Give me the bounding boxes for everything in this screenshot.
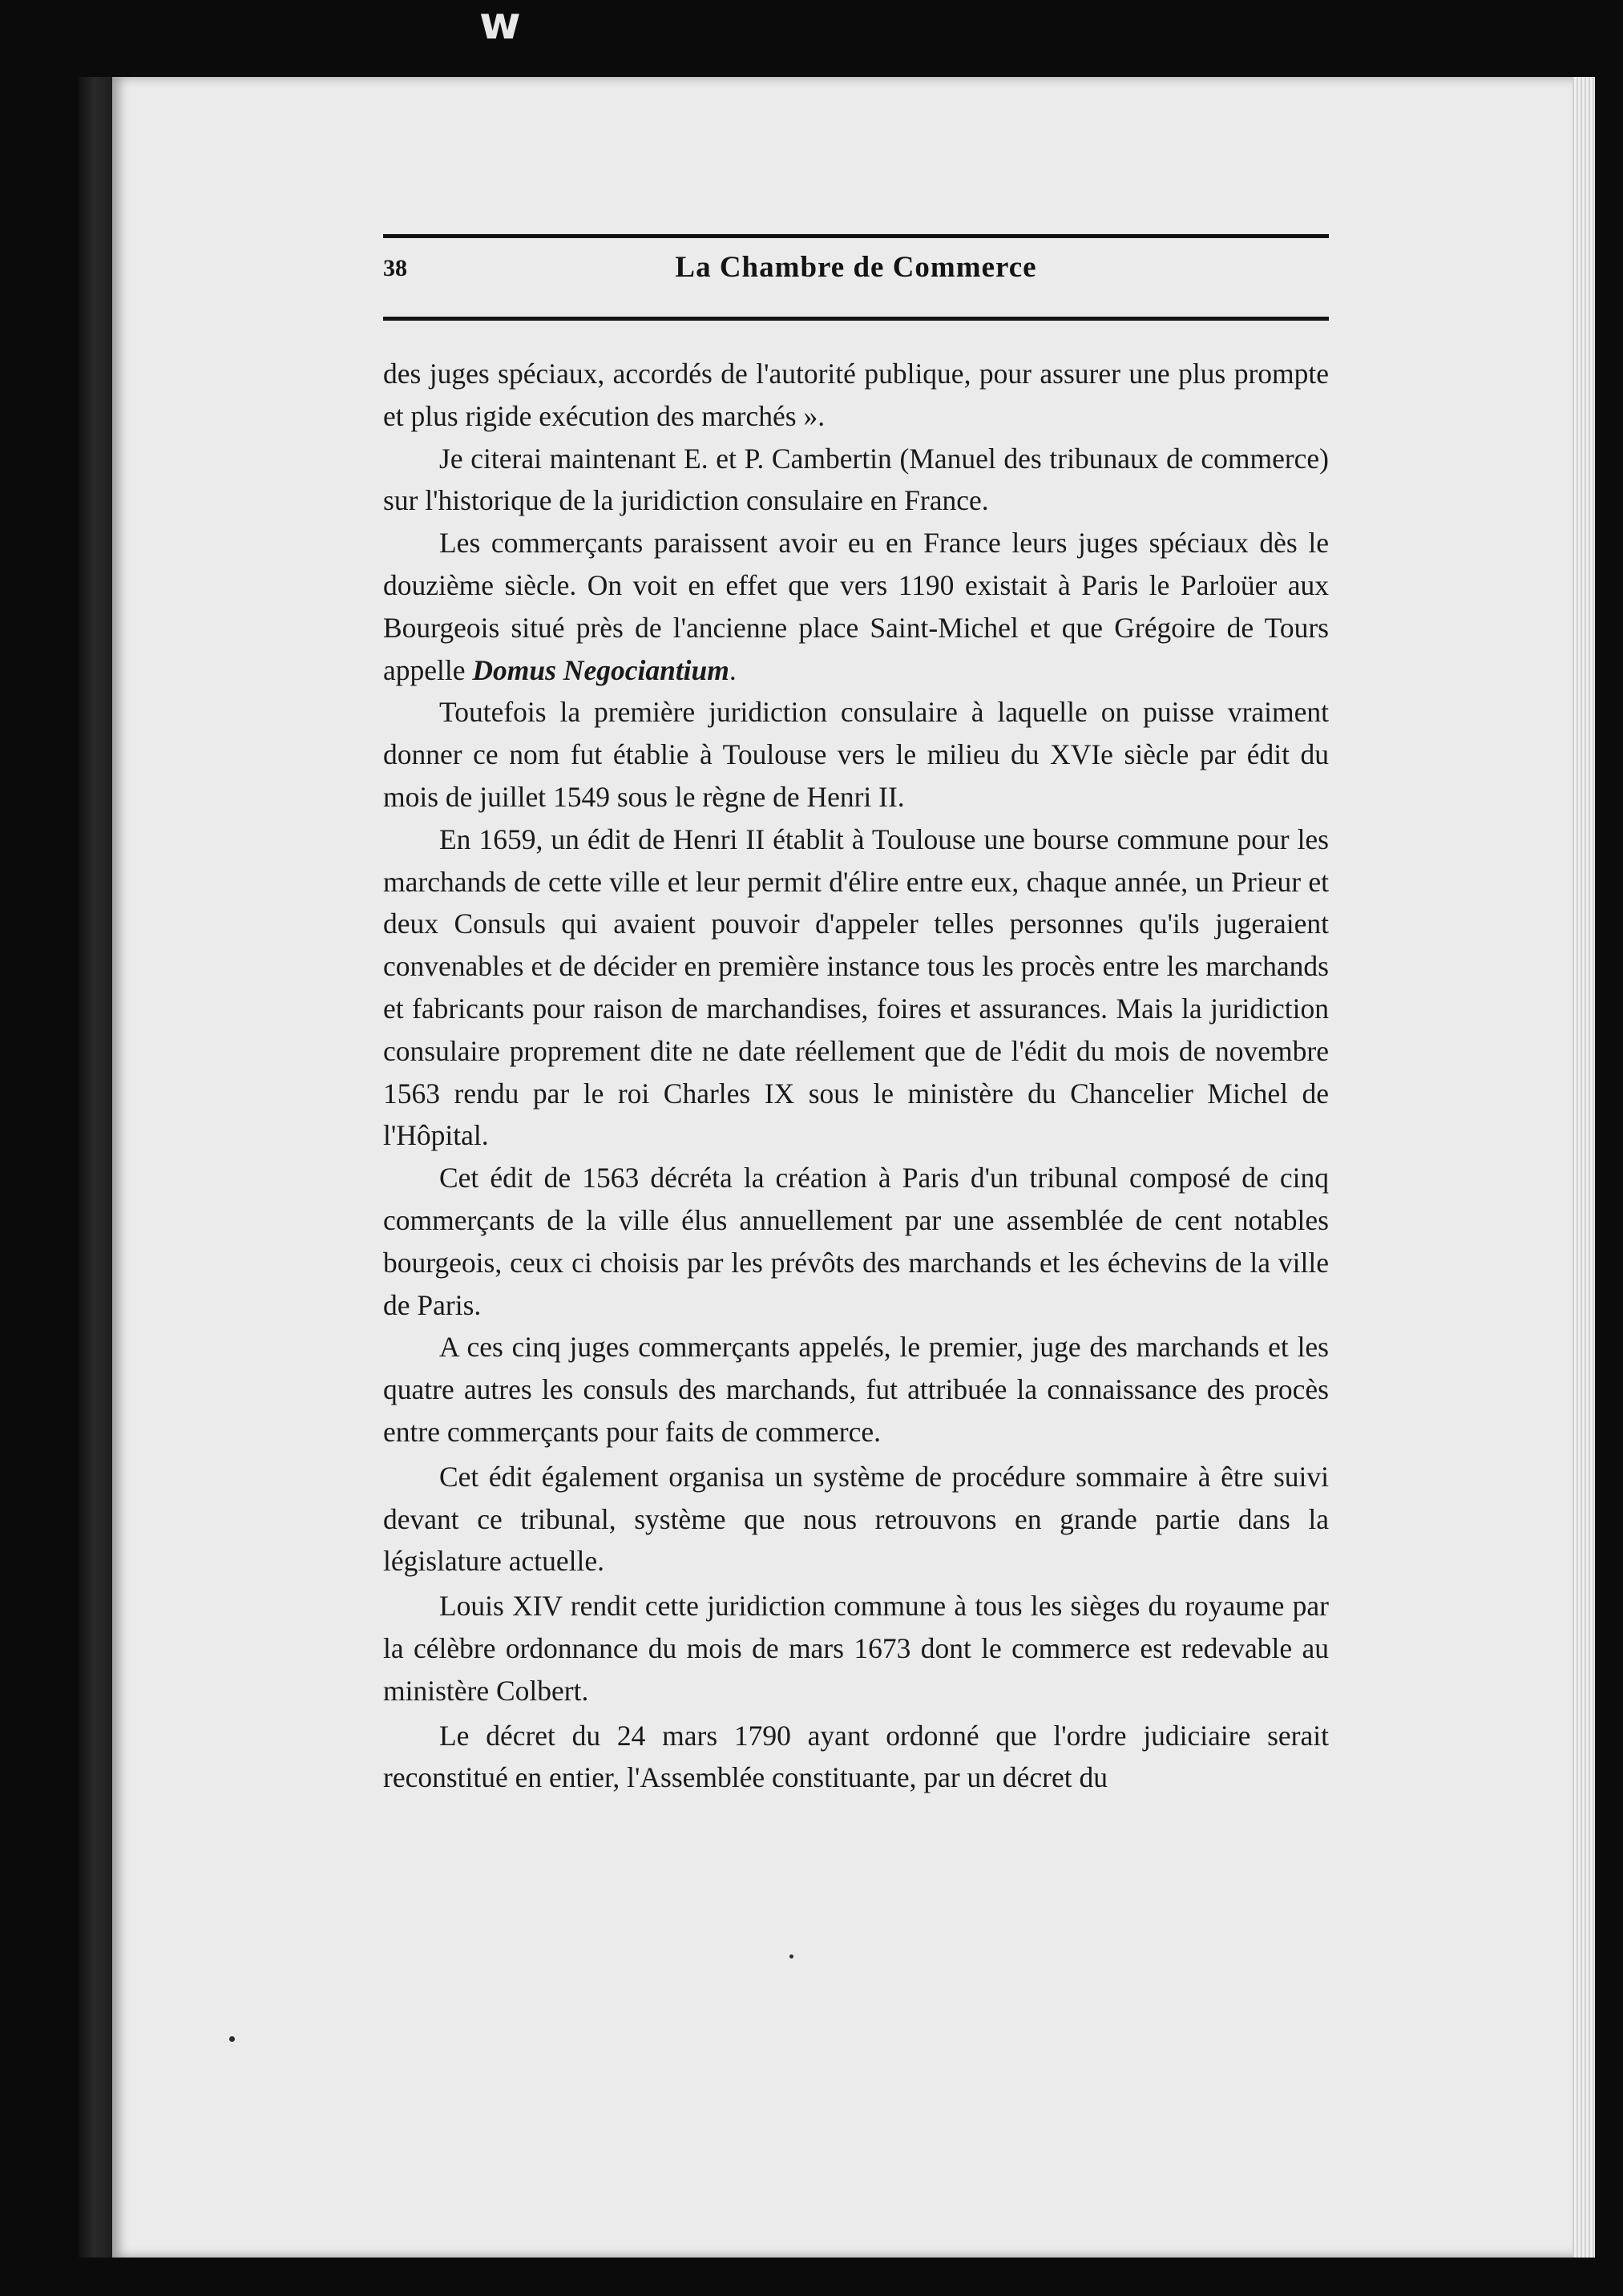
running-title: La Chambre de Commerce [675, 251, 1037, 284]
paragraph: En 1659, un édit de Henri II établit à Toulouse une bourse commune pour les marchands de cette ville et leur permit d'élire entre eux, chaque année, un Prieur et deux Consuls qui avaient pouvoir d'appeler telles personnes qu'ils jugeraient convenables et de décider en première instance tous les procès entre les marchands et fabricants pour raison de marchandises, foires et assurances. Mais la juridiction consulaire proprement dite ne date réellement que de l'édit du mois de novembre 1563 rendu par le roi Charles IX sous le ministère du Chancelier Michel de l'Hôpital. [383, 823, 1329, 1152]
scan-mark: ᴡ [479, 0, 521, 50]
paragraph: A ces cinq juges commerçants appelés, le premier, juge des marchands et les quatre autres les consuls des marchands, fut attribuée la connaissance des procès entre commerçants pour faits de commerce. [383, 1331, 1329, 1448]
paragraph: Le décret du 24 mars 1790 ayant ordonné que l'ordre judiciaire serait reconstitué en entier, l'Assemblée constituante, par un décret du [383, 1719, 1329, 1794]
paragraph: Toutefois la première juridiction consulaire à laquelle on puisse vraiment donner ce nom fut établie à Toulouse vers le milieu du XVIe siècle par édit du mois de juillet 1549 sous le règne de Henri II. [383, 696, 1329, 813]
dust-speck [789, 1954, 793, 1958]
page-number: 38 [383, 255, 407, 281]
header-rule-bottom [383, 317, 1329, 321]
paragraph: Les commerçants paraissent avoir eu en France leurs juges spéciaux dès le douzième siècle. On voit en effet que vers 1190 existait à Paris le Parloüer aux Bourgeois situé près de l'ancienne place Saint-Michel et que Grégoire de Tours appelle Domus Negociantium. [383, 527, 1329, 686]
running-header [383, 250, 1329, 298]
dust-speck [229, 2036, 235, 2042]
header-rule-top [383, 234, 1329, 238]
paragraph: Louis XIV rendit cette juridiction commune à tous les sièges du royaume par la célèbre ordonnance du mois de mars 1673 dont le commerce est redevable au ministère Colbert. [383, 1590, 1329, 1707]
paragraph: Je citerai maintenant E. et P. Cambertin (Manuel des tribunaux de commerce) sur l'historique de la juridiction consulaire en France. [383, 442, 1329, 517]
paragraph: Cet édit de 1563 décréta la création à Paris d'un tribunal composé de cinq commerçants de la ville élus annuellement par une assemblée de cent notables bourgeois, ceux ci choisis par les prévôts des marchands et les échevins de la ville de Paris. [383, 1162, 1329, 1321]
page-edge [1573, 77, 1595, 2258]
paragraph: des juges spéciaux, accordés de l'autorité publique, pour assurer une plus prompte et plus rigide exécution des marchés ». [383, 358, 1329, 432]
latin-term: Domus Negociantium [472, 653, 729, 686]
body-text [383, 353, 1329, 1799]
paragraph: Cet édit également organisa un système de procédure sommaire à être suivi devant ce tribunal, système que nous retrouvons en grande partie dans la législature actuelle. [383, 1460, 1329, 1578]
